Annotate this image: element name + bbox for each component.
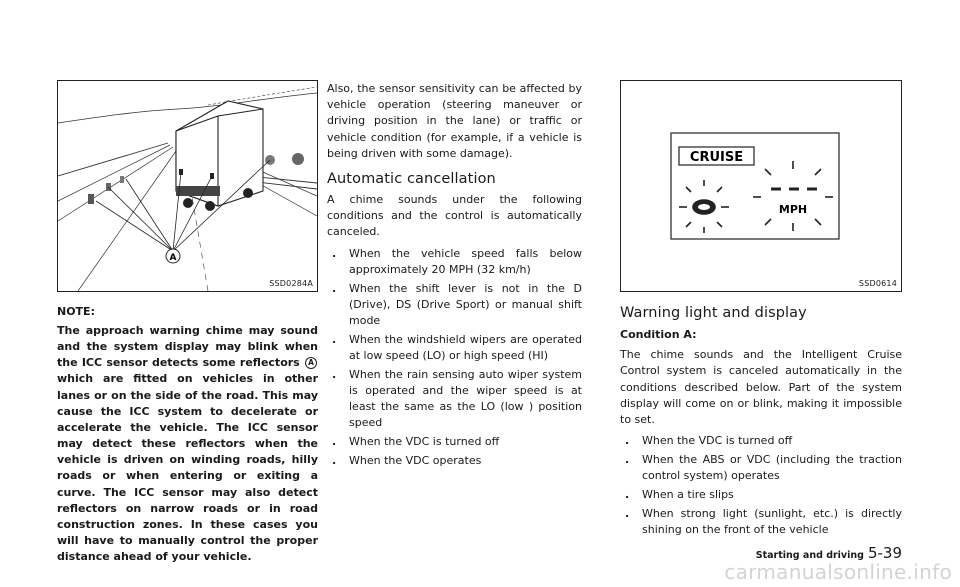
watermark: carmanualsonline.info <box>724 560 952 584</box>
list-item: . When the VDC operates <box>332 453 482 467</box>
section-title: Starting and driving <box>755 550 864 561</box>
list-item: . When the rain sensing auto wiper system is operated and the wiper speed is at least the same as the LO (low ) position speed <box>332 367 582 429</box>
list-item: . When the shift lever is not in the D (Drive), DS (Drive Sport) or manual shift mode <box>332 281 582 327</box>
page-number: 5-39 <box>867 544 902 562</box>
road-illustration <box>58 81 317 291</box>
figure-label: SSD0614 <box>858 279 897 288</box>
cruise-display-illustration <box>621 81 901 291</box>
list-item: . When the VDC is turned off <box>625 434 793 448</box>
list-item: . When the ABS or VDC (including the traction control system) operates <box>625 453 902 483</box>
list-item: . When a tire slips <box>625 488 734 502</box>
warning-heading: Warning light and display <box>620 305 807 321</box>
automatic-cancellation-heading: Automatic cancellation <box>327 171 496 188</box>
cruise-text: CRUISE <box>689 150 744 165</box>
list-item: . When the windshield wipers are operated at low speed (LO) or high speed (HI) <box>332 332 582 362</box>
figure-label: SSD0284A <box>269 279 313 288</box>
list-item: . When the vehicle speed falls below approximately 20 MPH (32 km/h) <box>332 246 582 276</box>
right-column <box>620 305 902 538</box>
automatic-cancellation-lead: A chime sounds under the following conditions and the control is automatically canceled. <box>327 193 582 239</box>
middle-column <box>327 81 582 469</box>
truck-icon <box>176 101 263 211</box>
figure-cruise-display <box>620 80 902 292</box>
intro-paragraph: Also, the sensor sensitivity can be affected by vehicle operation (steering maneuver or driving position in the lane) or traffic or vehicle condition (for example, if a vehicle is being driven with some damage). <box>327 82 582 160</box>
warning-lead: The chime sounds and the Intelligent Cruise Control system is canceled automatically in the conditions described below. Part of the system display will come on or blink, making it impossible to set. <box>620 348 902 427</box>
figure-road-reflectors <box>57 80 318 292</box>
note-heading: NOTE: <box>57 305 95 318</box>
callout-a-inline: A <box>305 357 317 369</box>
note-body: The approach warning chime may sound and the system display may blink when the ICC sensor detects some reflectors A which are fitted on vehicles in other lanes or on the side of the road. This may cause the ICC system to decelerate or accelerate the vehicle. The ICC sensor may detect these reflectors when the vehicle is driven on winding roads, hilly roads or when entering or exiting a curve. The ICC sensor may also detect reflectors on narrow roads or in road construction zones. In these cases you will have to manually control the proper distance ahead of your vehicle. <box>57 324 318 564</box>
mph-label: MPH <box>778 203 808 216</box>
callout-a: A <box>169 253 177 263</box>
list-item: . When the VDC is turned off <box>332 434 500 448</box>
list-item: . When strong light (sunlight, etc.) is directly shining on the front of the vehicle <box>625 507 902 537</box>
condition-label: Condition A: <box>620 328 697 341</box>
